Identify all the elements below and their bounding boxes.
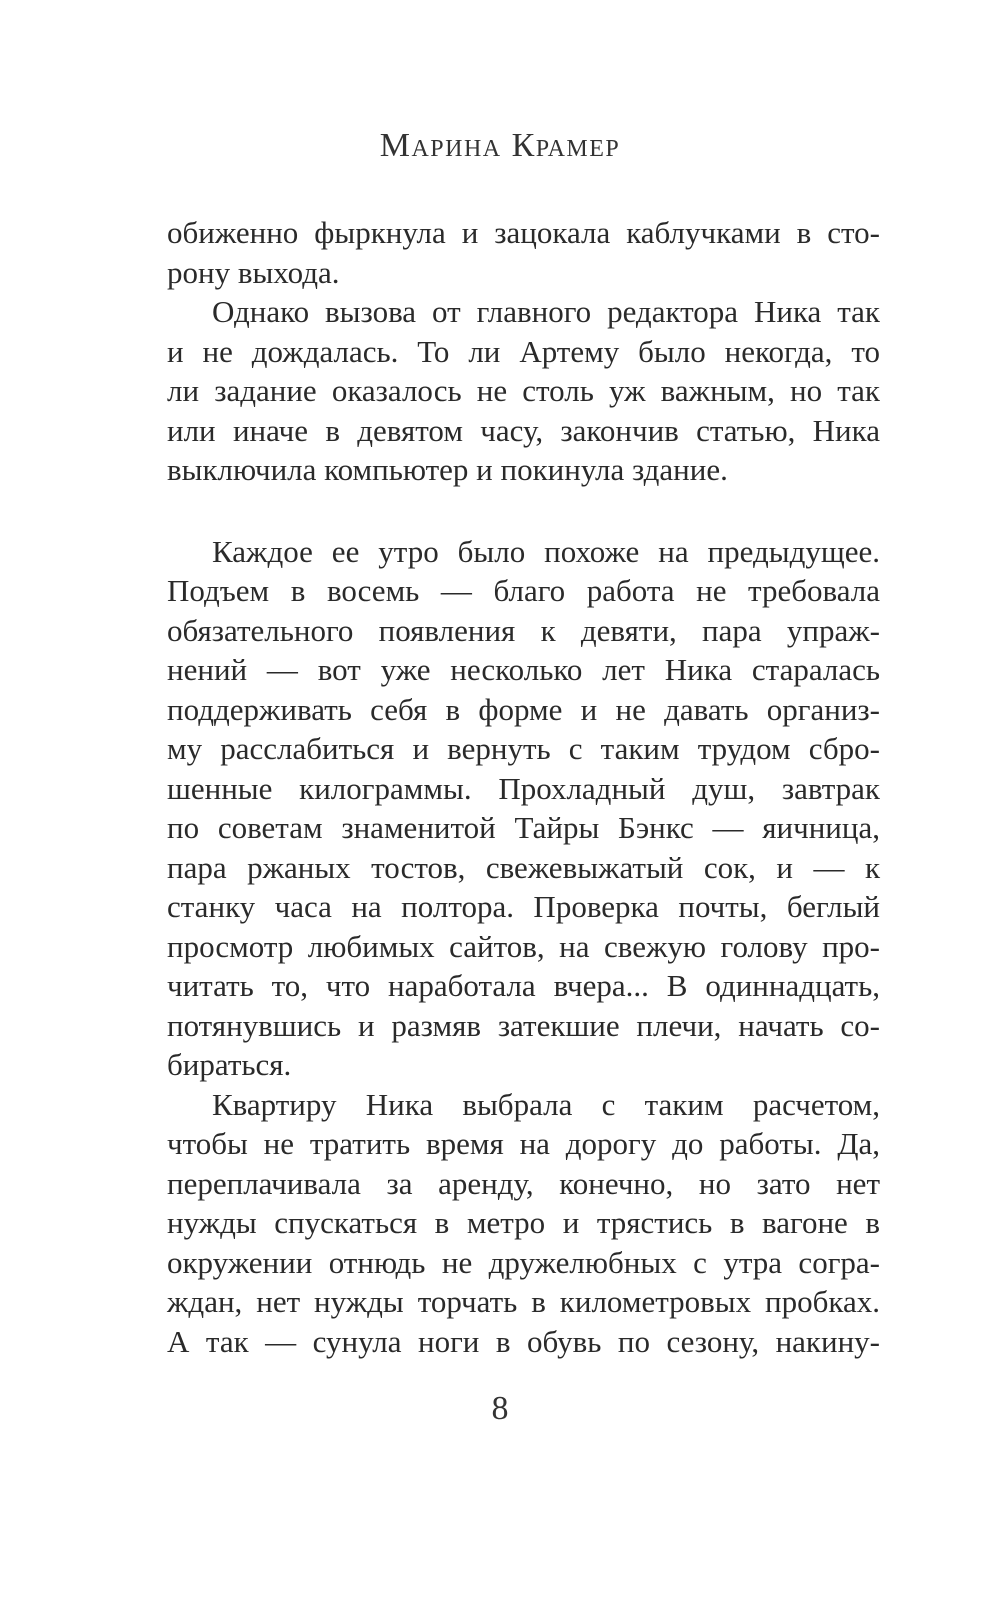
body-text — [167, 213, 880, 1361]
text-line: чтобы не тратить время на дорогу до работы. Да, — [167, 1126, 880, 1161]
text-line: му расслабиться и вернуть с таким трудом сбро- — [167, 731, 880, 766]
paragraph — [167, 213, 880, 292]
text-line: Однако вызова от главного редактора Ника так — [212, 294, 880, 329]
text-line: по советам знаменитой Тайры Бэнкс — яичница, — [167, 810, 880, 845]
text-line: выключила компьютер и покинула здание. — [167, 452, 728, 487]
paragraph — [167, 532, 880, 1085]
text-line: обиженно фыркнула и зацокала каблучками в сто- — [167, 215, 880, 250]
section-break — [167, 490, 880, 532]
page-number: 8 — [491, 1390, 509, 1427]
text-line: Каждое ее утро было похоже на предыдущее. — [212, 533, 880, 569]
text-line: ли задание оказалось не столь уж важным, но так — [167, 373, 880, 408]
text-line: рону выхода. — [167, 254, 340, 290]
text-line: А так — сунула ноги в обувь по сезону, накину- — [167, 1323, 880, 1359]
text-line: и не дождалась. То ли Артему было некогда, то — [167, 333, 880, 369]
text-line: нений — вот уже несколько лет Ника старалась — [167, 652, 880, 687]
text-line: потянувшись и размяв затекшие плечи, начать со- — [167, 1007, 880, 1043]
text-line: шенные килограммы. Прохладный душ, завтрак — [167, 770, 880, 806]
text-line: окружении отнюдь не дружелюбных с утра согра- — [167, 1244, 880, 1280]
text-line: Квартиру Ника выбрала с таким расчетом, — [212, 1086, 880, 1122]
text-line: Подъем в восемь — благо работа не требовала — [167, 573, 880, 608]
text-line: бираться. — [167, 1047, 292, 1082]
text-line: ждан, нет нужды торчать в километровых пробках. — [167, 1284, 880, 1319]
text-line: или иначе в девятом часу, закончив статью, Ника — [167, 412, 880, 448]
text-line: пара ржаных тостов, свежевыжатый сок, и — к — [167, 849, 880, 885]
running-head: Марина Крамер — [379, 127, 621, 164]
text-line: просмотр любимых сайтов, на свежую голову про- — [167, 928, 880, 964]
text-line: читать то, что наработала вчера... В одиннадцать, — [167, 968, 880, 1003]
text-line: переплачивала за аренду, конечно, но зато нет — [167, 1165, 880, 1201]
paragraph — [167, 1085, 880, 1362]
paragraph — [167, 292, 880, 490]
text-line: поддерживать себя в форме и не давать организ- — [167, 691, 880, 727]
text-line: нужды спускаться в метро и трястись в вагоне в — [167, 1205, 880, 1240]
text-line: обязательного появления к девяти, пара упраж- — [167, 612, 880, 648]
text-line: станку часа на полтора. Проверка почты, беглый — [167, 889, 880, 924]
